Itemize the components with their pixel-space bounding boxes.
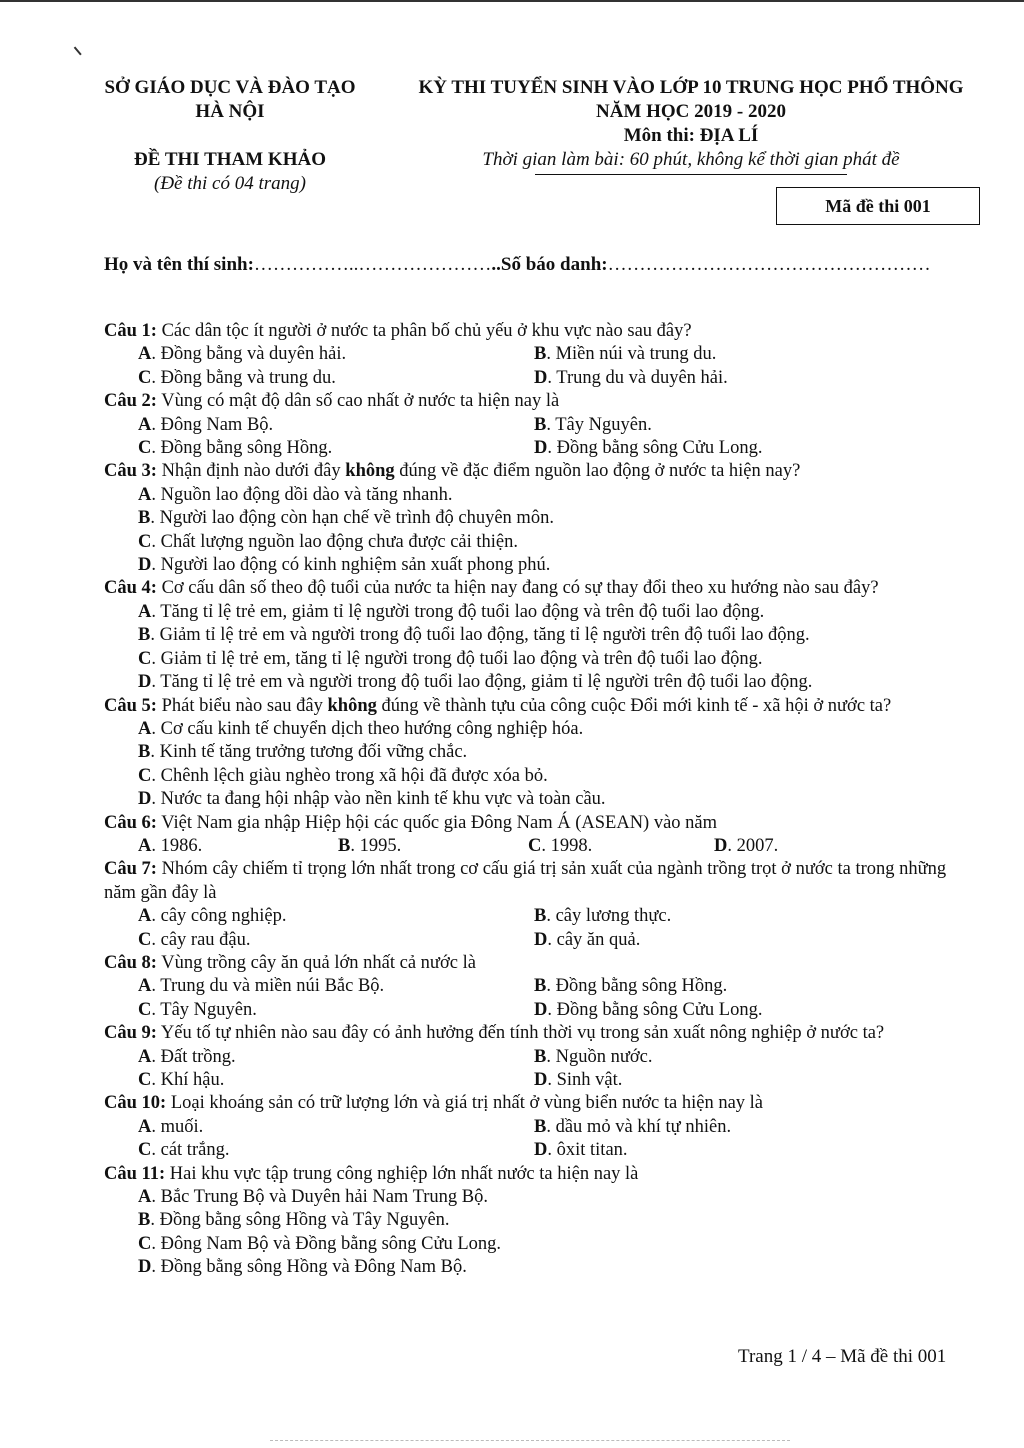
answer-option-b[interactable] — [534, 1116, 934, 1139]
answer-option-c[interactable] — [138, 765, 938, 788]
option-letter: D — [138, 555, 152, 576]
answer-option-a[interactable] — [138, 905, 534, 928]
option-text: . Trung du và duyên hải. — [547, 367, 728, 388]
question-text — [104, 460, 970, 483]
option-letter: C — [138, 438, 152, 459]
option-letter: D — [138, 672, 152, 693]
question-number: Câu 6: — [104, 812, 157, 833]
question-number: Câu 2: — [104, 391, 157, 412]
question-number: Câu 4: — [104, 578, 157, 599]
question-stem: Yếu tố tự nhiên nào sau đây có ảnh hưởng đến tính thời vụ trong sản xuất nông nghiệp ở nước ta? — [156, 1023, 885, 1044]
department-line-1: SỞ GIÁO DỤC VÀ ĐÀO TẠO — [104, 77, 356, 98]
option-text: . Người lao động còn hạn chế về trình độ chuyên môn. — [150, 508, 554, 529]
option-text: . 2007. — [727, 835, 779, 856]
answer-option-a[interactable] — [138, 835, 338, 858]
question-text — [104, 952, 970, 975]
answer-option-a[interactable] — [138, 718, 938, 741]
option-text: . Chất lượng nguồn lao động chưa được cải thiện. — [151, 531, 519, 552]
question-text — [104, 390, 970, 413]
option-letter: A — [138, 906, 152, 927]
option-letter: B — [338, 835, 351, 856]
answer-option-c[interactable] — [138, 437, 534, 460]
question-6 — [104, 812, 970, 859]
question-number: Câu 3: — [104, 461, 157, 482]
option-text: . Kinh tế tăng trưởng tương đối vững chắc. — [150, 742, 468, 763]
answer-option-a[interactable] — [138, 1186, 938, 1209]
answer-option-d[interactable] — [138, 671, 938, 694]
option-text: . Giảm tỉ lệ trẻ em, tăng tỉ lệ người trong độ tuổi lao động và trên độ tuổi lao động. — [151, 648, 763, 669]
answer-option-a[interactable] — [138, 343, 534, 366]
option-letter: B — [534, 906, 547, 927]
answer-option-b[interactable] — [138, 624, 938, 647]
option-text: . cây rau đậu. — [151, 929, 251, 950]
option-letter: C — [138, 1070, 152, 1090]
option-text: . Đồng bằng và trung du. — [151, 367, 336, 388]
option-text: . Nước ta đang hội nhập vào nền kinh tế khu vực và toàn cầu. — [151, 789, 606, 810]
option-text: . Tăng tỉ lệ trẻ em và người trong độ tuổi lao động, giảm tỉ lệ người trên độ tuổi lao động. — [151, 672, 813, 693]
answer-option-c[interactable] — [138, 999, 534, 1022]
option-text: . Giảm tỉ lệ trẻ em và người trong độ tuổi lao động, tăng tỉ lệ người trên độ tuổi lao động. — [150, 625, 810, 646]
answer-option-d[interactable] — [714, 835, 914, 858]
option-letter: D — [138, 1257, 152, 1278]
option-text: . Tăng tỉ lệ trẻ em, giảm tỉ lệ người trong độ tuổi lao động và trên độ tuổi lao động. — [151, 601, 765, 622]
option-letter: C — [528, 835, 542, 856]
answer-options — [104, 975, 970, 1022]
answer-option-c[interactable] — [528, 835, 714, 858]
question-stem: Cơ cấu dân số theo độ tuổi của nước ta hiện nay đang có sự thay đổi theo xu hướng nào sau đây? — [156, 578, 879, 599]
option-text: . Đồng bằng sông Hồng. — [546, 976, 728, 997]
answer-options — [104, 601, 970, 695]
question-emphasis: không — [327, 695, 377, 716]
question-text — [104, 858, 970, 905]
option-letter: D — [534, 438, 548, 459]
question-number: Câu 8: — [104, 952, 157, 973]
answer-option-c[interactable] — [138, 367, 534, 390]
option-text: . Đồng bằng sông Cửu Long. — [547, 438, 763, 459]
option-letter: B — [534, 414, 547, 435]
option-text: . Tây Nguyên. — [546, 414, 652, 435]
candidate-id-field[interactable]: …………………………………………… — [607, 254, 931, 275]
answer-option-c[interactable] — [138, 1139, 534, 1162]
question-text — [104, 320, 970, 343]
page-count-note: (Đề thi có 04 trang) — [154, 173, 306, 194]
option-letter: D — [534, 999, 548, 1020]
candidate-name-label: Họ và tên thí sinh: — [104, 254, 254, 275]
option-text: . Đồng bằng và duyên hải. — [151, 344, 347, 365]
answer-option-d[interactable] — [534, 999, 934, 1022]
option-text: . Đất trồng. — [151, 1046, 236, 1067]
question-stem: Vùng trồng cây ăn quả lớn nhất cả nước là — [156, 952, 476, 973]
bottom-border — [270, 1440, 790, 1442]
exam-title: KỲ THI TUYỂN SINH VÀO LỚP 10 TRUNG HỌC PHỔ THÔNG — [418, 77, 964, 98]
option-letter: C — [138, 1140, 152, 1161]
answer-option-c[interactable] — [138, 929, 534, 952]
candidate-name-field[interactable]: ……………..………………… — [253, 254, 492, 275]
top-border — [0, 0, 1024, 2]
option-letter: C — [138, 367, 152, 388]
option-letter: B — [138, 508, 151, 529]
option-letter: A — [138, 1187, 152, 1208]
question-text — [104, 812, 970, 835]
answer-option-b[interactable] — [138, 1209, 938, 1232]
answer-option-a[interactable] — [138, 414, 534, 437]
exam-code-box: Mã đề thi 001 — [776, 187, 980, 225]
option-text: . 1998. — [541, 835, 593, 856]
answer-option-a[interactable] — [138, 1046, 534, 1069]
exam-kind: ĐỀ THI THAM KHẢO — [134, 149, 326, 170]
question-9 — [104, 1022, 970, 1092]
option-letter: D — [138, 789, 152, 810]
question-stem-continued: đúng về đặc điểm nguồn lao động ở nước ta hiện nay? — [394, 461, 801, 482]
option-letter: B — [534, 1046, 547, 1067]
option-text: . Bắc Trung Bộ và Duyên hải Nam Trung Bộ. — [151, 1187, 488, 1208]
question-stem: Nhóm cây chiếm tỉ trọng lớn nhất trong cơ cấu giá trị sản xuất của ngành trồng trọt ở nước ta trong những năm gần đây là — [104, 859, 947, 903]
question-stem: Vùng có mật độ dân số cao nhất ở nước ta hiện nay là — [156, 391, 560, 412]
option-letter: D — [534, 367, 548, 388]
option-text: . 1986. — [151, 835, 203, 856]
header-left — [80, 76, 380, 196]
question-number: Câu 11: — [104, 1163, 166, 1184]
option-letter: D — [534, 1070, 548, 1090]
answer-option-b[interactable] — [138, 507, 938, 530]
department-line-2: HÀ NỘI — [195, 101, 265, 122]
answer-option-b[interactable] — [534, 343, 934, 366]
answer-option-d[interactable] — [138, 1256, 938, 1279]
question-text — [104, 577, 970, 600]
option-text: . Nguồn nước. — [546, 1046, 653, 1067]
option-text: . cây công nghiệp. — [151, 906, 287, 927]
question-stem: Việt Nam gia nhập Hiệp hội các quốc gia Đông Nam Á (ASEAN) vào năm — [156, 812, 718, 833]
option-text: . Nguồn lao động dồi dào và tăng nhanh. — [151, 484, 453, 505]
option-letter: C — [138, 765, 152, 786]
answer-option-a[interactable] — [138, 484, 938, 507]
option-letter: D — [534, 1140, 548, 1161]
option-letter: A — [138, 484, 152, 505]
question-stem: Các dân tộc ít người ở nước ta phân bố chủ yếu ở khu vực nào sau đây? — [156, 321, 692, 341]
option-letter: A — [138, 344, 152, 365]
question-number: Câu 5: — [104, 695, 157, 716]
answer-option-b[interactable] — [534, 414, 934, 437]
answer-options — [104, 905, 970, 952]
question-5 — [104, 695, 970, 812]
option-letter: C — [138, 929, 152, 950]
answer-option-d[interactable] — [534, 367, 934, 390]
answer-option-c[interactable] — [138, 1069, 534, 1092]
option-text: . Miền núi và trung du. — [546, 344, 717, 365]
answer-option-d[interactable] — [534, 929, 934, 952]
answer-options — [104, 414, 970, 461]
answer-options — [104, 1186, 970, 1280]
answer-option-a[interactable] — [138, 1116, 534, 1139]
question-text — [104, 695, 970, 718]
question-text — [104, 1022, 970, 1045]
option-text: . Trung du và miền núi Bắc Bộ. — [151, 976, 385, 997]
header-right — [386, 76, 996, 175]
answer-option-b[interactable] — [138, 741, 938, 764]
option-text: . Đồng bằng sông Hồng. — [151, 438, 333, 459]
answer-options — [104, 835, 970, 858]
question-text — [104, 1163, 970, 1186]
answer-option-b[interactable] — [534, 975, 934, 998]
question-number: Câu 7: — [104, 859, 157, 880]
question-1 — [104, 320, 970, 390]
option-text: . 1995. — [350, 835, 402, 856]
option-text: . Đông Nam Bộ và Đồng bằng sông Cửu Long. — [151, 1233, 502, 1254]
question-8 — [104, 952, 970, 1022]
option-text: . dầu mỏ và khí tự nhiên. — [546, 1116, 732, 1137]
question-stem: Hai khu vực tập trung công nghiệp lớn nhất nước ta hiện nay là — [165, 1163, 639, 1184]
option-text: . ôxit titan. — [547, 1140, 628, 1161]
option-letter: A — [138, 1046, 152, 1067]
answer-options — [104, 343, 970, 390]
option-text: . Chênh lệch giàu nghèo trong xã hội đã được xóa bỏ. — [151, 765, 548, 786]
scan-mark — [74, 43, 87, 56]
option-letter: A — [138, 976, 152, 997]
option-letter: C — [138, 648, 152, 669]
option-letter: B — [138, 1210, 151, 1231]
answer-option-b[interactable] — [534, 1046, 934, 1069]
question-stem: Phát biểu nào sau đây — [156, 695, 328, 716]
answer-option-b[interactable] — [338, 835, 528, 858]
answer-option-a[interactable] — [138, 601, 938, 624]
question-number: Câu 10: — [104, 1093, 167, 1114]
option-letter: B — [138, 625, 151, 646]
school-year: NĂM HỌC 2019 - 2020 — [596, 101, 786, 122]
option-letter: B — [534, 976, 547, 997]
option-letter: D — [534, 929, 548, 950]
answer-option-d[interactable] — [534, 437, 934, 460]
answer-option-c[interactable] — [138, 531, 938, 554]
question-text — [104, 1092, 970, 1115]
question-3 — [104, 460, 970, 577]
option-text: . cây lương thực. — [546, 906, 672, 927]
answer-options — [104, 718, 970, 812]
page-footer: Trang 1 / 4 – Mã đề thi 001 — [738, 1346, 947, 1367]
answer-option-c[interactable] — [138, 648, 938, 671]
option-text: . Đồng bằng sông Cửu Long. — [547, 999, 763, 1020]
question-2 — [104, 390, 970, 460]
candidate-id-label: ..Số báo danh: — [491, 254, 608, 275]
option-text: . Tây Nguyên. — [151, 999, 257, 1020]
option-text: . Đông Nam Bộ. — [151, 414, 274, 435]
answer-option-d[interactable] — [138, 788, 938, 811]
option-text: . muối. — [151, 1116, 204, 1137]
question-4 — [104, 577, 970, 694]
option-letter: A — [138, 835, 152, 856]
option-letter: A — [138, 414, 152, 435]
subject: Môn thi: ĐỊA LÍ — [623, 125, 759, 146]
question-7 — [104, 858, 970, 952]
option-letter: A — [138, 1116, 152, 1137]
answer-options — [104, 1116, 970, 1163]
question-emphasis: không — [345, 461, 395, 482]
option-letter: C — [138, 999, 152, 1020]
question-stem-continued: đúng về thành tựu của công cuộc Đổi mới kinh tế - xã hội ở nước ta? — [376, 695, 892, 716]
option-letter: C — [138, 531, 152, 552]
option-letter: D — [714, 835, 728, 856]
time-limit: Thời gian làm bài: 60 phút, không kể thời gian phát đề — [482, 149, 900, 170]
option-text: . cát trắng. — [151, 1140, 230, 1161]
answer-option-c[interactable] — [138, 1233, 938, 1256]
answer-option-b[interactable] — [534, 905, 934, 928]
question-10 — [104, 1092, 970, 1162]
option-text: . Đồng bằng sông Hồng và Tây Nguyên. — [150, 1210, 450, 1231]
question-number: Câu 9: — [104, 1023, 157, 1044]
header-rule — [535, 174, 847, 175]
option-text: . Khí hậu. — [151, 1070, 225, 1090]
answer-option-a[interactable] — [138, 975, 534, 998]
option-letter: B — [534, 344, 547, 365]
candidate-line — [104, 253, 964, 277]
option-letter: B — [534, 1116, 547, 1137]
option-text: . Người lao động có kinh nghiệm sản xuất phong phú. — [151, 555, 551, 576]
answer-options — [104, 484, 970, 578]
option-letter: A — [138, 718, 152, 739]
option-text: . Sinh vật. — [547, 1070, 623, 1090]
option-letter: A — [138, 601, 152, 622]
answer-option-d[interactable] — [138, 554, 938, 577]
question-number: Câu 1: — [104, 321, 157, 341]
question-list — [104, 320, 970, 1280]
question-stem: Loại khoáng sản có trữ lượng lớn và giá trị nhất ở vùng biển nước ta hiện nay là — [166, 1093, 764, 1114]
answer-option-d[interactable] — [534, 1139, 934, 1162]
answer-options — [104, 1046, 970, 1093]
answer-option-d[interactable] — [534, 1069, 934, 1092]
question-stem: Nhận định nào dưới đây — [156, 461, 346, 482]
option-letter: C — [138, 1233, 152, 1254]
option-text: . cây ăn quả. — [547, 929, 641, 950]
question-11 — [104, 1163, 970, 1280]
option-text: . Đồng bằng sông Hồng và Đông Nam Bộ. — [151, 1257, 467, 1278]
option-letter: B — [138, 742, 151, 763]
option-text: . Cơ cấu kinh tế chuyển dịch theo hướng công nghiệp hóa. — [151, 718, 584, 739]
